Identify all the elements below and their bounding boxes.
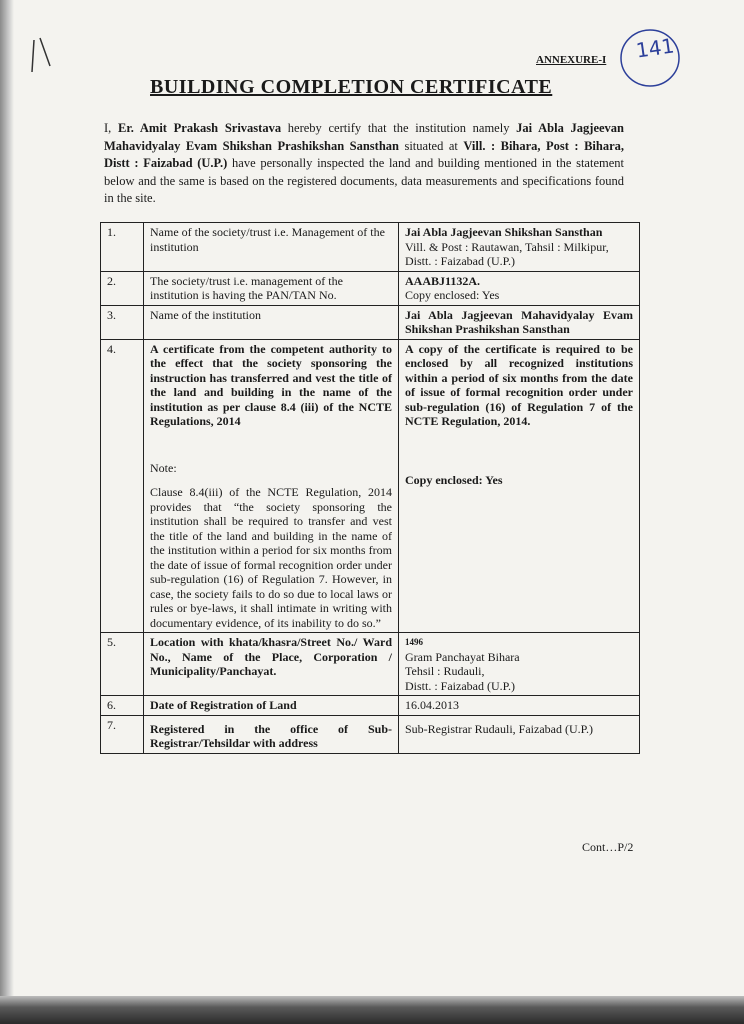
intro-text-3: situated at xyxy=(398,138,464,153)
value-bold: AAABJ1132A. xyxy=(405,273,481,288)
row-description: The society/trust i.e. management of the institution is having the PAN/TAN No. xyxy=(144,271,399,305)
institution-address: Vill. : Bihara, Post : Bihara, Distt : Faizabad (U.P.) xyxy=(104,138,625,170)
engineer-name: Er. Amit Prakash Srivastava xyxy=(118,121,282,135)
requirement-text: A certificate from the competent authority to the effect that the society sponsoring the instruction has transferred and vest the title of the land and building in the name of the institution as per clause 8.4 (iii) of the NCTE Regulations, 2014 xyxy=(150,341,392,428)
table-row xyxy=(101,271,640,305)
row-number: 5. xyxy=(101,633,144,696)
value-text: Distt. : Faizabad (U.P.) xyxy=(405,254,515,268)
value-text: Distt. : Faizabad (U.P.) xyxy=(405,678,515,693)
row-number: 6. xyxy=(101,696,144,716)
table-row xyxy=(101,223,640,272)
certificate-table xyxy=(100,222,640,754)
row-number: 3. xyxy=(101,305,144,339)
table-row xyxy=(101,696,640,716)
table-row xyxy=(101,339,640,633)
note-body: Clause 8.4(iii) of the NCTE Regulation, 2014 provides that “the society sponsoring the institution shall be required to transfer and vest the title of the land and building in the name of the institution within a period for six months from the date of issue of formal recognition order under sub-regulation (16) of Regulation 7. However, in case, the society fails to do so due to local laws or rules or bye-laws, it shall intimate in writing with documentary evidence, of its inability to do so.” xyxy=(150,485,392,630)
scan-bottom-edge xyxy=(0,996,744,1024)
copy-enclosed: Copy enclosed: Yes xyxy=(405,472,503,487)
institution-name: Jai Abla Jagjeevan Mahavidyalay Evam Shikshan Prashikshan Sansthan xyxy=(104,121,625,153)
scan-left-edge xyxy=(0,0,14,1024)
row-description: Date of Registration of Land xyxy=(144,696,399,716)
row-number: 2. xyxy=(101,271,144,305)
row-number: 1. xyxy=(101,223,144,272)
row-value: Sub-Registrar Rudauli, Faizabad (U.P.) xyxy=(399,715,640,753)
row-number: 7. xyxy=(101,715,144,753)
row-value: Jai Abla Jagjeevan Mahavidyalay Evam Shikshan Prashikshan Sansthan xyxy=(399,305,640,339)
row-number: 4. xyxy=(101,339,144,633)
khasra-number: 1496 xyxy=(405,637,423,647)
note-label: Note: xyxy=(150,460,177,475)
pen-mark-icon xyxy=(30,36,54,76)
row-value xyxy=(399,339,640,633)
row-value xyxy=(399,223,640,272)
row-value xyxy=(399,271,640,305)
table-row xyxy=(101,715,640,753)
table-row xyxy=(101,305,640,339)
table-row xyxy=(101,633,640,696)
row-description xyxy=(144,339,399,633)
continued-marker: Cont…P/2 xyxy=(582,840,634,854)
value-bold: A copy of the certificate is required to be enclosed by all recognized institutions within a period of six months from the date of issue of formal recognition order under sub-regulation (16) of Regulation 7 of the NCTE Regulation, 2014. xyxy=(405,341,633,428)
row-description: Name of the society/trust i.e. Management of the institution xyxy=(144,223,399,272)
value-text: Tehsil : Rudauli, xyxy=(405,664,485,678)
row-value xyxy=(399,633,640,696)
row-description: Location with khata/khasra/Street No./ Ward No., Name of the Place, Corporation / Municipality/Panchayat. xyxy=(144,633,399,696)
value-text: Vill. & Post : Rautawan, Tahsil : Milkipur, xyxy=(405,239,609,254)
value-text: Copy enclosed: Yes xyxy=(405,288,500,302)
handwritten-page-number: 141 xyxy=(634,33,676,63)
value-bold: Jai Abla Jagjeevan Shikshan Sansthan xyxy=(405,225,603,239)
row-description: Registered in the office of Sub-Registrar/Tehsildar with address xyxy=(144,715,399,753)
row-value: 16.04.2013 xyxy=(399,696,640,716)
intro-text-4: have personally inspected the land and building mentioned in the statement below and the same is based on the registered documents, data measurements and specifications found in the site. xyxy=(104,156,624,205)
value-text: Gram Panchayat Bihara xyxy=(405,649,520,664)
intro-text-1: I, xyxy=(104,121,118,135)
certification-statement xyxy=(104,120,624,208)
document-title: BUILDING COMPLETION CERTIFICATE xyxy=(150,76,553,98)
annexure-label: ANNEXURE-I xyxy=(536,54,607,66)
intro-text-2: hereby certify that the institution namely xyxy=(281,121,517,135)
row-description: Name of the institution xyxy=(144,305,399,339)
